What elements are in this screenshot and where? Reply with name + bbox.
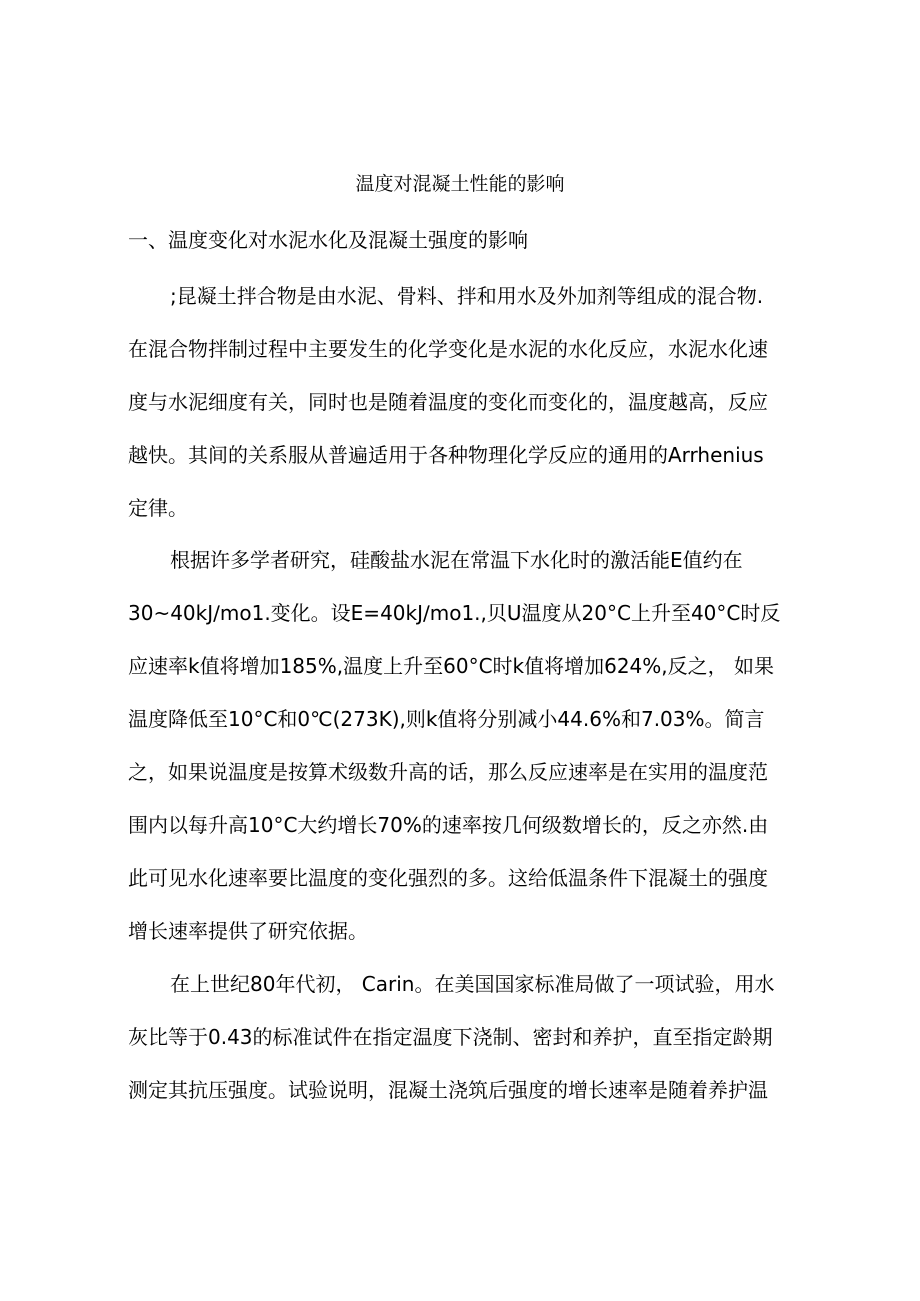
paragraph-line: 在上世纪80年代初， Carin。在美国国家标准局做了一项试验，用水 [170, 972, 775, 996]
paragraph-line: 在混合物拌制过程中主要发生的化学变化是水泥的水化反应，水泥水化速 [128, 337, 768, 361]
paragraph-line: 灰比等于0.43的标准试件在指定温度下浇制、密封和养护，直至指定龄期 [128, 1025, 773, 1049]
document-title: 温度对混凝土性能的影响 [355, 173, 565, 195]
paragraph-2 [128, 534, 788, 958]
paragraph-line: 增长速率提供了研究依据。 [128, 919, 368, 943]
section-heading: 一、温度变化对水泥水化及混凝土强度的影响 [128, 228, 528, 252]
paragraph-line: 根据许多学者研究，硅酸盐水泥在常温下水化时的激活能E值约在 [170, 548, 743, 572]
paragraph-3 [128, 958, 788, 1117]
paragraph-line: 30~40kJ∕mo1.变化。设E=40kJ∕mo1.,贝U温度从20°C上升至40°C时反 [128, 601, 781, 625]
paragraph-line: 测定其抗压强度。试验说明，混凝土浇筑后强度的增长速率是随着养护温 [128, 1078, 768, 1102]
paragraph-line: ;昆凝土拌合物是由水泥、骨料、拌和用水及外加剂等组成的混合物. [170, 284, 764, 308]
paragraph-line: 应速率k值将增加185%,温度上升至60°C时k值将增加624%,反之， 如果 [128, 654, 775, 678]
paragraph-line: 度与水泥细度有关，同时也是随着温度的变化而变化的，温度越高，反应 [128, 390, 768, 414]
paragraph-line: 之，如果说温度是按算术级数升高的话，那么反应速率是在实用的温度范 [128, 760, 768, 784]
paragraph-1 [128, 270, 788, 535]
paragraph-line: 定律。 [128, 496, 188, 520]
paragraph-line: 温度降低至10°C和0℃(273K),则k值将分别减小44.6%和7.03%。简言 [128, 707, 765, 731]
paragraph-line: 此可见水化速率要比温度的变化强烈的多。这给低温条件下混凝土的强度 [128, 866, 768, 890]
paragraph-line: 围内以每升高10°C大约增长70%的速率按几何级数增长的，反之亦然.由 [128, 813, 769, 837]
paragraph-line: 越快。其间的关系服从普遍适用于各种物理化学反应的通用的Arrhenius [128, 443, 764, 467]
